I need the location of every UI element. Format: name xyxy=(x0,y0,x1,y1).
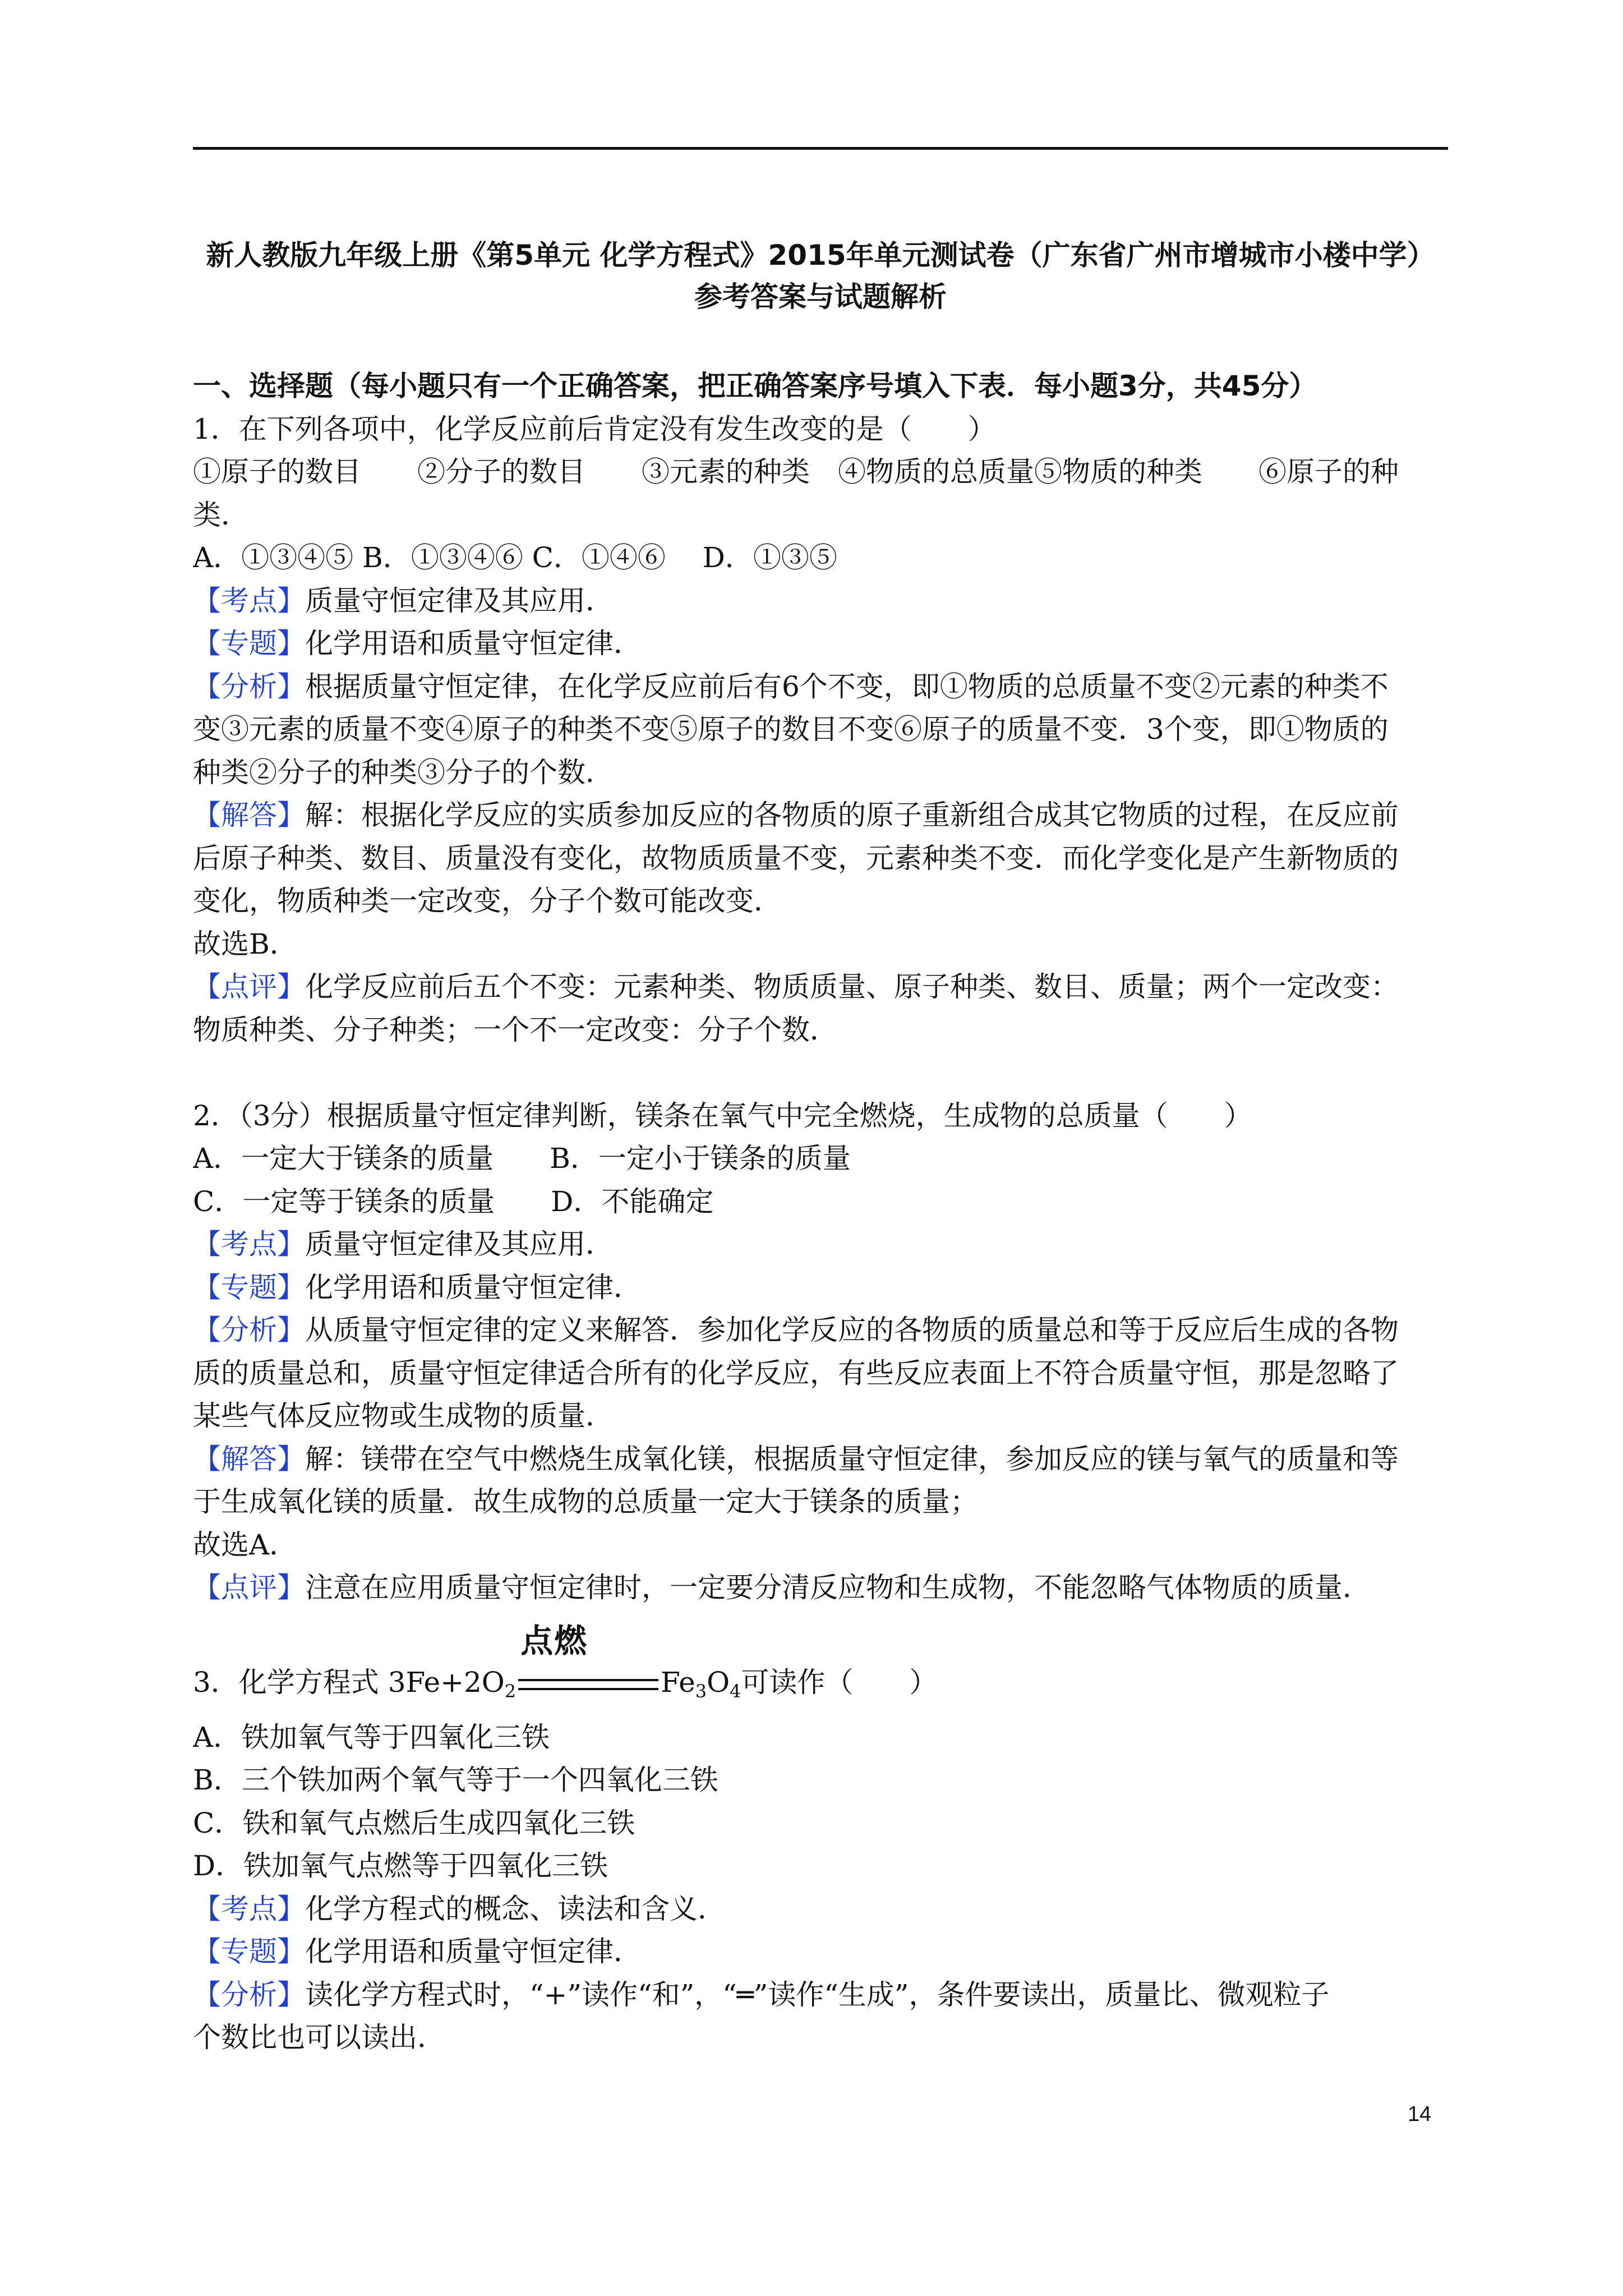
fenxi-text-cont: 某些气体反应物或生成物的质量． xyxy=(193,1400,614,1432)
equation-reactants xyxy=(388,1665,517,1702)
fenxi-tag: 【分析】 xyxy=(193,670,305,703)
subscript: 4 xyxy=(730,1680,741,1702)
question-stem: 2．（3分）根据质量守恒定律判断，镁条在氧气中完全燃烧，生成物的总质量（ ） xyxy=(193,1099,1252,1132)
jieda-tag: 【解答】 xyxy=(193,799,305,831)
jieda-text-cont: 于生成氧化镁的质量．故生成物的总质量一定大于镁条的质量； xyxy=(193,1485,978,1518)
kaodian-text: 质量守恒定律及其应用． xyxy=(305,1228,614,1260)
question-stem: 1．在下列各项中，化学反应前后肯定没有发生改变的是（ ） xyxy=(193,412,996,445)
zhuanti-tag: 【专题】 xyxy=(193,1271,305,1304)
stem-prefix: 3．化学方程式 xyxy=(193,1665,388,1699)
section-heading: 一、选择题（每小题只有一个正确答案，把正确答案序号填入下表．每小题3分，共45分） xyxy=(193,370,1317,402)
kaodian-tag: 【考点】 xyxy=(193,584,305,617)
option-a: A．铁加氧气等于四氧化三铁 xyxy=(193,1720,550,1754)
dianping-row xyxy=(193,965,1448,1009)
document-subtitle: 参考答案与试题解析 xyxy=(694,280,947,313)
header-rule xyxy=(193,147,1448,150)
question-stem xyxy=(193,1621,938,1704)
answer-text: 故选B． xyxy=(193,927,298,960)
fenxi-row xyxy=(193,665,1448,708)
question-3 xyxy=(193,1621,1448,2059)
page-number: 14 xyxy=(1408,2102,1432,2126)
dianping-text: 化学反应前后五个不变：元素种类、物质质量、原子种类、数目、质量；两个一定改变： xyxy=(305,970,1399,1003)
equation-product xyxy=(661,1665,741,1702)
reaction-condition: 点燃 xyxy=(520,1621,588,1660)
question-options: A．①③④⑤ B．①③④⑥ C．①④⑥ D．①③⑤ xyxy=(193,541,837,574)
jieda-row xyxy=(193,794,1448,837)
kaodian-row xyxy=(193,1888,1448,1931)
jieda-tag: 【解答】 xyxy=(193,1442,305,1475)
fenxi-text: 读化学方程式时，“+”读作“和”，“═”读作“生成”，条件要读出，质量比、微观粒子 xyxy=(305,1978,1330,2011)
page-body xyxy=(193,365,1448,2059)
subscript: 2 xyxy=(504,1680,517,1702)
dianping-text-cont: 物质种类、分子种类；一个不一定改变：分子个数． xyxy=(193,1013,838,1046)
reaction-arrow xyxy=(516,1621,661,1704)
fenxi-text-cont: 变③元素的质量不变④原子的种类不变⑤原子的数目不变⑥原子的质量不变．3个变，即①物质的 xyxy=(193,713,1389,746)
document-title: 新人教版九年级上册《第5单元 化学方程式》2015年单元测试卷（广东省广州市增城市小楼中学） xyxy=(206,239,1435,272)
zhuanti-tag: 【专题】 xyxy=(193,627,305,660)
kaodian-row xyxy=(193,579,1448,623)
kaodian-row xyxy=(193,1223,1448,1266)
zhuanti-text: 化学用语和质量守恒定律． xyxy=(305,1935,642,1968)
dianping-text: 注意在应用质量守恒定律时，一定要分清反应物和生成物，不能忽略气体物质的质量． xyxy=(305,1571,1371,1604)
fenxi-row xyxy=(193,1309,1448,1352)
zhuanti-text: 化学用语和质量守恒定律． xyxy=(305,1271,642,1304)
question-options: C．一定等于镁条的质量 D．不能确定 xyxy=(193,1185,714,1218)
question-items: ①原子的数目 ②分子的数目 ③元素的种类 ④物质的总质量⑤物质的种类 ⑥原子的种 xyxy=(193,455,1399,488)
fenxi-row xyxy=(193,1973,1448,2017)
question-stem-equation xyxy=(193,1621,1448,1716)
zhuanti-row xyxy=(193,1930,1448,1973)
zhuanti-tag: 【专题】 xyxy=(193,1935,305,1968)
dianping-tag: 【点评】 xyxy=(193,970,305,1003)
question-items-cont: 类． xyxy=(193,498,249,531)
kaodian-text: 质量守恒定律及其应用． xyxy=(305,584,614,617)
option-c: C．铁和氧气点燃后生成四氧化三铁 xyxy=(193,1806,635,1839)
spacer xyxy=(193,1051,1448,1094)
dianping-tag: 【点评】 xyxy=(193,1571,305,1604)
option-d: D．铁加氧气点燃等于四氧化三铁 xyxy=(193,1849,608,1882)
kaodian-text: 化学方程式的概念、读法和含义． xyxy=(305,1892,726,1925)
zhuanti-row xyxy=(193,622,1448,665)
spacer xyxy=(193,1609,1448,1632)
kaodian-tag: 【考点】 xyxy=(193,1228,305,1260)
jieda-text: 解：镁带在空气中燃烧生成氧化镁，根据质量守恒定律，参加反应的镁与氧气的质量和等 xyxy=(305,1442,1399,1475)
fenxi-text-cont: 质的质量总和，质量守恒定律适合所有的化学反应，有些反应表面上不符合质量守恒，那是忽略了 xyxy=(193,1356,1399,1389)
fenxi-tag: 【分析】 xyxy=(193,1314,305,1346)
fenxi-text: 根据质量守恒定律，在化学反应前后有6个不变，即①物质的总质量不变②元素的种类不 xyxy=(305,670,1389,703)
fenxi-text: 从质量守恒定律的定义来解答．参加化学反应的各物质的质量总和等于反应后生成的各物 xyxy=(305,1314,1399,1346)
jieda-text: 解：根据化学反应的实质参加反应的各物质的原子重新组合成其它物质的过程，在反应前 xyxy=(305,799,1399,831)
question-options: A．一定大于镁条的质量 B．一定小于镁条的质量 xyxy=(193,1142,851,1175)
double-line-sign xyxy=(518,1679,658,1690)
question-2 xyxy=(193,1094,1448,1609)
jieda-text-cont: 变化，物质种类一定改变，分子个数可能改变． xyxy=(193,885,782,917)
fenxi-tag: 【分析】 xyxy=(193,1978,305,2011)
zhuanti-row xyxy=(193,1266,1448,1309)
fenxi-text-cont: 种类②分子的种类③分子的个数． xyxy=(193,756,614,789)
dianping-row xyxy=(193,1566,1448,1609)
kaodian-tag: 【考点】 xyxy=(193,1892,305,1925)
product-text: O xyxy=(707,1665,730,1699)
question-1 xyxy=(193,408,1448,1052)
reactant-text: 3Fe+2O xyxy=(388,1665,505,1699)
stem-suffix: 可读作（ ） xyxy=(741,1665,938,1699)
zhuanti-text: 化学用语和质量守恒定律． xyxy=(305,627,642,660)
answer-text: 故选A． xyxy=(193,1528,298,1561)
jieda-text-cont: 后原子种类、数目、质量没有变化，故物质质量不变，元素种类不变．而化学变化是产生新物质的 xyxy=(193,841,1399,875)
subscript: 3 xyxy=(695,1680,707,1702)
option-b: B．三个铁加两个氧气等于一个四氧化三铁 xyxy=(193,1764,718,1796)
fenxi-text-cont: 个数比也可以读出． xyxy=(193,2021,445,2054)
jieda-row xyxy=(193,1438,1448,1481)
product-text: Fe xyxy=(661,1665,695,1699)
